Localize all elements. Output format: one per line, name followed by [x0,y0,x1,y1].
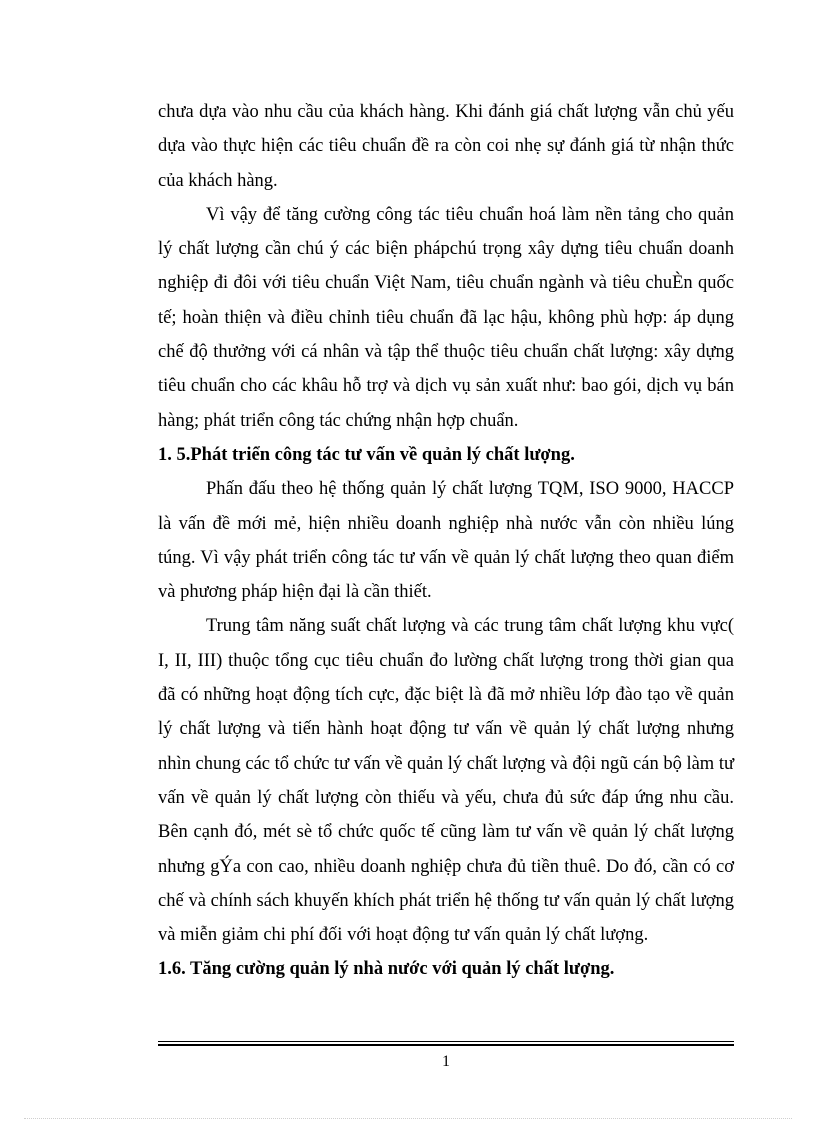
page-edge-divider [24,1118,792,1119]
footer-rule-bottom [158,1044,734,1046]
section-heading-consulting: 1. 5.Phát triển công tác tư vấn về quản lý chất lượng. [158,444,575,465]
footer-rule-top [158,1041,734,1042]
section-heading-state-management: 1.6. Tăng cường quản lý nhà nước với quản lý chất lượng. [158,959,615,980]
paragraph-customer-needs: chưa dựa vào nhu cầu của khách hàng. Khi đánh giá chất lượng vẫn chủ yếu dựa vào thực hiện các tiêu chuẩn đề ra còn coi nhẹ sự đánh giá từ nhận thức của khách hàng. [158,102,734,191]
document-body [158,95,734,987]
paragraph-quality-centers: Trung tâm năng suất chất lượng và các trung tâm chất lượng khu vực( I, II, III) thuộc tổng cục tiêu chuẩn đo lường chất lượng trong thời gian qua đã có những hoạt động tích cực, đặc biệt là đã mở nhiều lớp đào tạo về quản lý chất lượng và tiến hành hoạt động tư vấn về quản lý chất lượng nhưng nhìn chung các tổ chức tư vấn về quản lý chất lượng và đội ngũ cán bộ làm tư vấn về quản lý chất lượng còn thiếu và yếu, chưa đủ sức đáp ứng nhu cầu. Bên cạnh đó, mét sè tổ chức quốc tế cũng làm tư vấn về quản lý chất lượng nhưng gÝa con cao, nhiều doanh nghiệp chưa đủ tiền thuê. Do đó, cần có cơ chế và chính sách khuyến khích phát triển hệ thống tư vấn quản lý chất lượng và miễn giảm chi phí đối với hoạt động tư vấn quản lý chất lượng. [158,616,734,946]
paragraph-standardization: Vì vậy để tăng cường công tác tiêu chuẩn hoá làm nền tảng cho quản lý chất lượng cần chú ý các biện phápchú trọng xây dựng tiêu chuẩn doanh nghiệp đi đôi với tiêu chuẩn Việt Nam, tiêu chuẩn ngành và tiêu chuÈn quốc tế; hoàn thiện và điều chỉnh tiêu chuẩn đã lạc hậu, không phù hợp: áp dụng chế độ thưởng với cá nhân và tập thể thuộc tiêu chuẩn chất lượng: xây dựng tiêu chuẩn cho các khâu hỗ trợ và dịch vụ sản xuất như: bao gói, dịch vụ bán hàng; phát triển công tác chứng nhận hợp chuẩn. [158,204,734,431]
page-number: 1 [442,1053,450,1070]
paragraph-tqm-iso: Phấn đấu theo hệ thống quản lý chất lượng TQM, ISO 9000, HACCP là vấn đề mới mẻ, hiện nhiều doanh nghiệp nhà nước vẫn còn nhiều lúng túng. Vì vậy phát triển công tác tư vấn về quản lý chất lượng theo quan điểm và phương pháp hiện đại là cần thiết. [158,479,734,603]
